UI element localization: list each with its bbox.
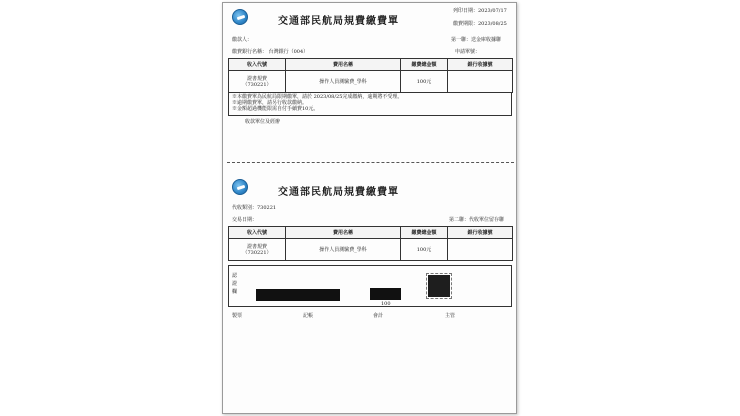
caa-logo-icon (232, 9, 248, 25)
receipt-title: 交通部民航局規費繳費單 (278, 187, 399, 198)
copy-label: 第一聯：送金庫收據聯 (451, 37, 502, 43)
stamp-label: 認證欄 (232, 273, 238, 295)
notes-box (228, 92, 512, 116)
print-date: 列印日期：2023/07/17 (453, 8, 507, 14)
note-line: ※本繳費單為民航局限期繳單，請於 2023/08/25完成繳納，逾期將不受理。 (232, 94, 403, 100)
cell-fee-name: 操作人員測驗費_學科 (286, 239, 401, 261)
trade-date-label: 交易日期： (232, 217, 258, 223)
cell-amount: 100元 (401, 71, 448, 93)
redacted-barcode (370, 288, 401, 300)
header-receipt-no: 銀行收據號 (448, 59, 513, 71)
signature-supervisor: 主管 (445, 313, 456, 319)
header-fee-name: 費用名稱 (286, 227, 401, 239)
verification-box (228, 265, 512, 307)
cut-line (227, 162, 514, 163)
cell-receipt-no (448, 71, 513, 93)
table-row (229, 71, 513, 93)
receipt-page (222, 2, 517, 414)
cell-amount: 100元 (401, 239, 448, 261)
note-line: ※金額超過機能限需自付手續費10元。 (232, 106, 319, 112)
header-code: 收入代號 (229, 59, 286, 71)
cell-receipt-no (448, 239, 513, 261)
apply-number: 申請單號： (455, 49, 481, 55)
header-code: 收入代號 (229, 227, 286, 239)
header-receipt-no: 銀行收據號 (448, 227, 513, 239)
signature-accounting: 會計 (373, 313, 384, 319)
cell-code: 證書規費 （730221） (229, 239, 286, 261)
table-row (229, 239, 513, 261)
caa-logo-icon (232, 179, 248, 195)
fee-table (228, 58, 513, 93)
payer-label: 繳款人： (232, 37, 253, 43)
redacted-barcode (256, 289, 340, 301)
due-date: 繳費期限：2023/08/25 (453, 21, 507, 27)
copy-label: 第二聯：代收單位留存聯 (449, 217, 505, 223)
signature-maker: 製票 (232, 313, 243, 319)
table-header-row (229, 227, 513, 239)
signature-bookkeeper: 記帳 (303, 313, 314, 319)
header-fee-name: 費用名稱 (286, 59, 401, 71)
note-line: ※逾期繳費單，請另行收款繳納。 (232, 100, 308, 106)
receipt-title: 交通部民航局規費繳費單 (278, 16, 399, 27)
qr-code-icon (428, 275, 450, 297)
cell-code: 證書規費 （730221） (229, 71, 286, 93)
barcode-caption: 100 (381, 301, 391, 307)
collector-note: 收款單位及經辦 (245, 119, 281, 125)
cell-fee-name: 操作人員測驗費_學科 (286, 71, 401, 93)
bank-name: 繳費銀行名稱： 台灣銀行（004） (232, 49, 309, 55)
table-header-row (229, 59, 513, 71)
fee-table (228, 226, 513, 261)
header-amount: 繳費總金額 (401, 59, 448, 71)
agency-code: 代收類別：730221 (232, 205, 277, 211)
header-amount: 繳費總金額 (401, 227, 448, 239)
